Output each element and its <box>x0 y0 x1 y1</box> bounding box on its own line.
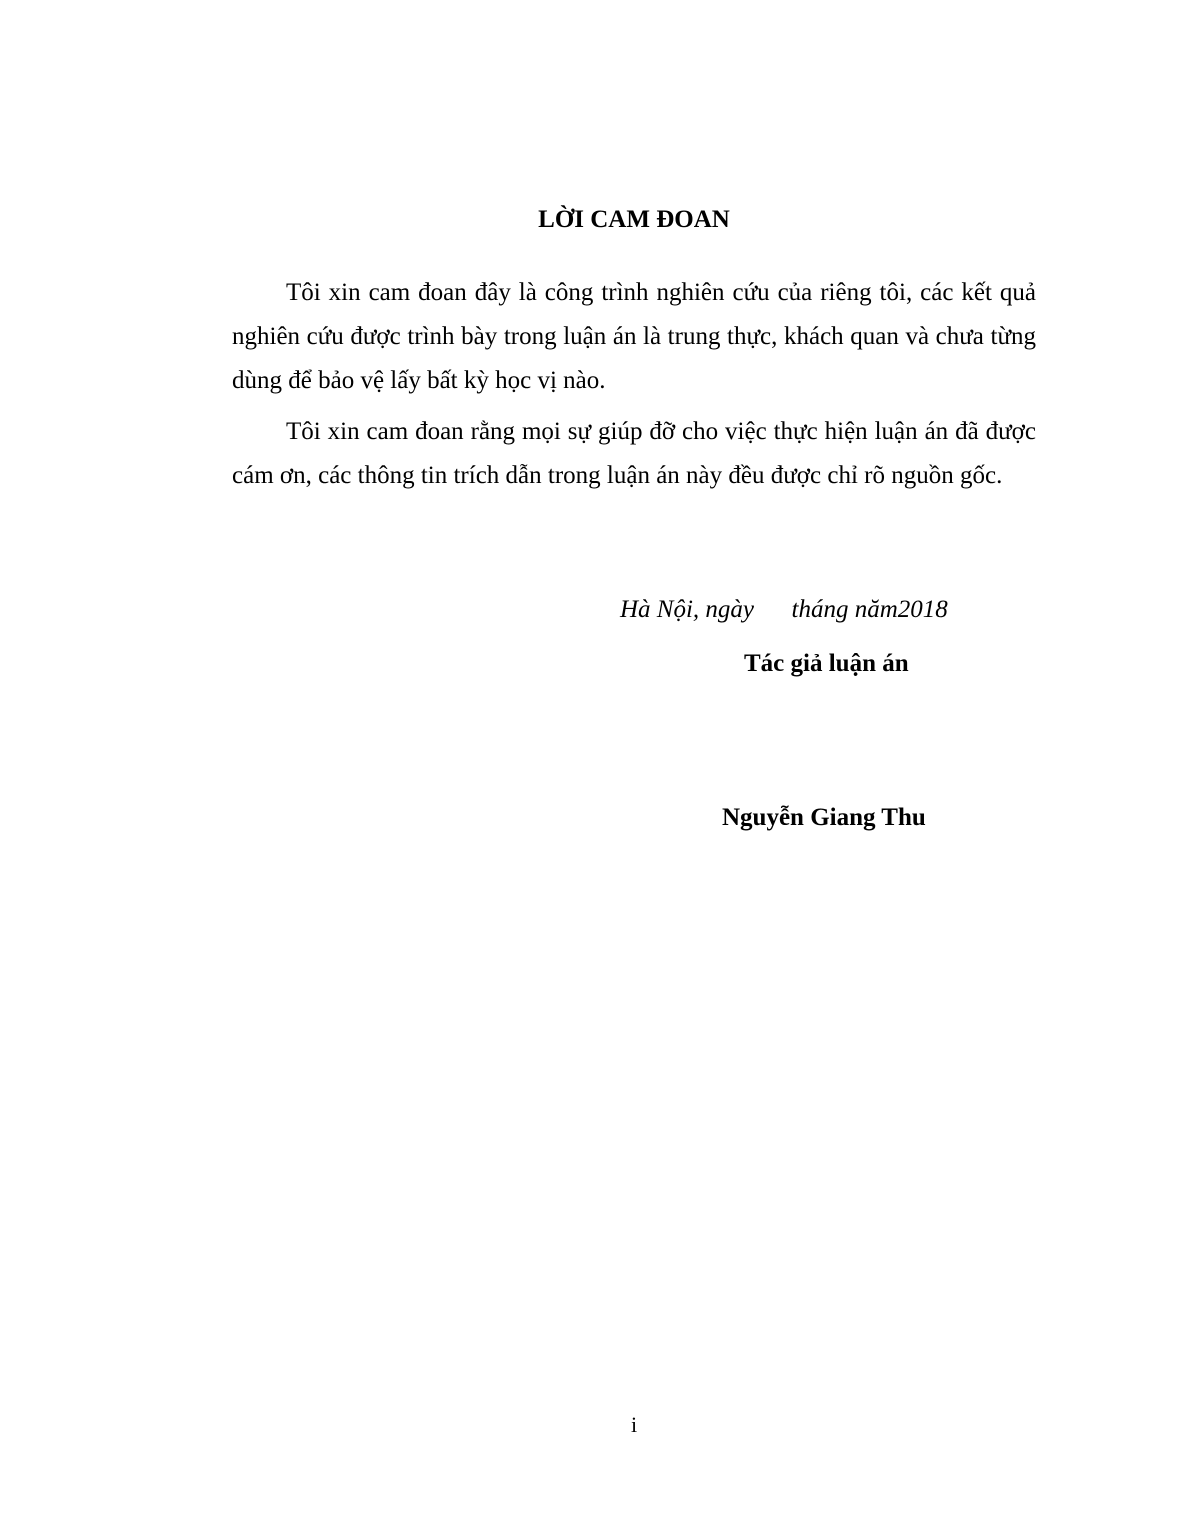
signature-date-line: Hà Nội, ngày tháng năm2018 <box>620 596 948 623</box>
page-number: i <box>630 1412 638 1437</box>
declaration-paragraph-1: Tôi xin cam đoan đây là công trình nghiên cứu của riêng tôi, các kết quả nghiên cứu được trình bày trong luận án là trung thực, khách quan và chưa từng dùng để bảo vệ lấy bất kỳ học vị nào. <box>232 279 1036 394</box>
declaration-paragraph-2: Tôi xin cam đoan rằng mọi sự giúp đỡ cho việc thực hiện luận án đã được cám ơn, các thông tin trích dẫn trong luận án này đều được chỉ rõ nguồn gốc. <box>232 418 1036 489</box>
author-name: Nguyễn Giang Thu <box>722 804 926 831</box>
signature-role: Tác giả luận án <box>744 650 909 677</box>
page-title: LỜI CAM ĐOAN <box>538 206 730 233</box>
